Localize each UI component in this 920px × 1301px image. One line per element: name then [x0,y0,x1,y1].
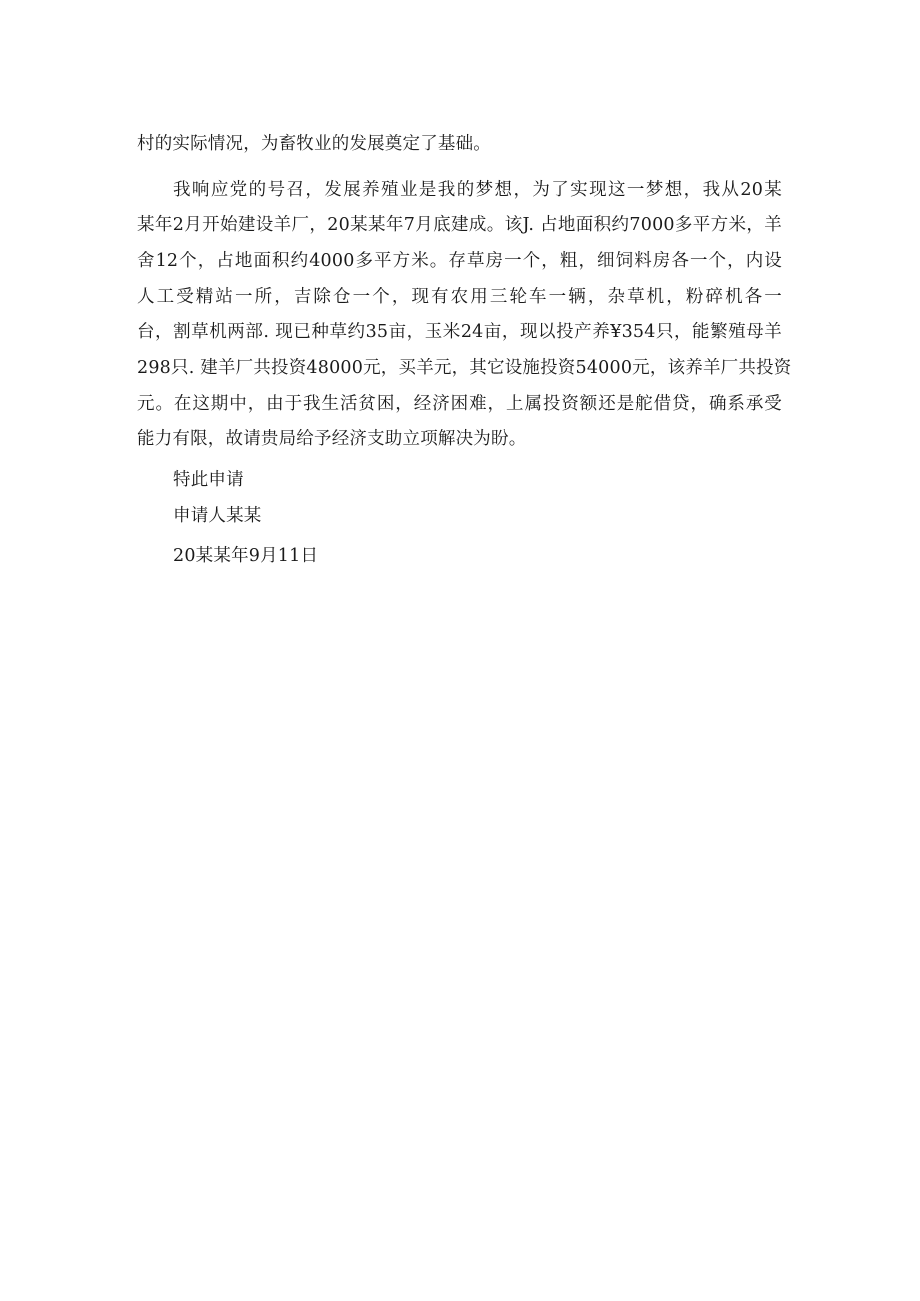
body-line-2: 我响应党的号召，发展养殖业是我的梦想，为了实现这一梦想，我从20某 [173,180,782,200]
body-line-7: 298只. 建羊厂共投资48000元，买羊元，其它设施投资54000元，该养羊厂共投资 [137,358,792,378]
body-line-4: 舍12个，占地面积约4000多平方米。存草房一个，粗，细饲料房各一个，内设 [137,251,782,271]
date-text: 20某某年9月11日 [173,546,319,566]
closing-text: 特此申请 [173,470,244,490]
body-line-6: 台，割草机两部. 现已种草约35亩，玉米24亩，现以投产养¥354只，能繁殖母羊 [137,322,782,342]
body-line-1: 村的实际情况，为畜牧业的发展奠定了基础。 [137,134,491,154]
body-line-9: 能力有限，故请贵局给予经济支助立项解决为盼。 [137,429,527,449]
body-line-5: 人工受精站一所，吉除仓一个，现有农用三轮车一辆，杂草机，粉碎机各一 [137,287,782,307]
body-line-3: 某年2月开始建设羊厂，20某某年7月底建成。该J. 占地面积约7000多平方米，羊 [137,215,782,235]
signature-text: 申请人某某 [173,506,262,526]
body-line-8: 元。在这期中，由于我生活贫困，经济困难，上属投资额还是舵借贷，确系承受 [137,394,782,414]
